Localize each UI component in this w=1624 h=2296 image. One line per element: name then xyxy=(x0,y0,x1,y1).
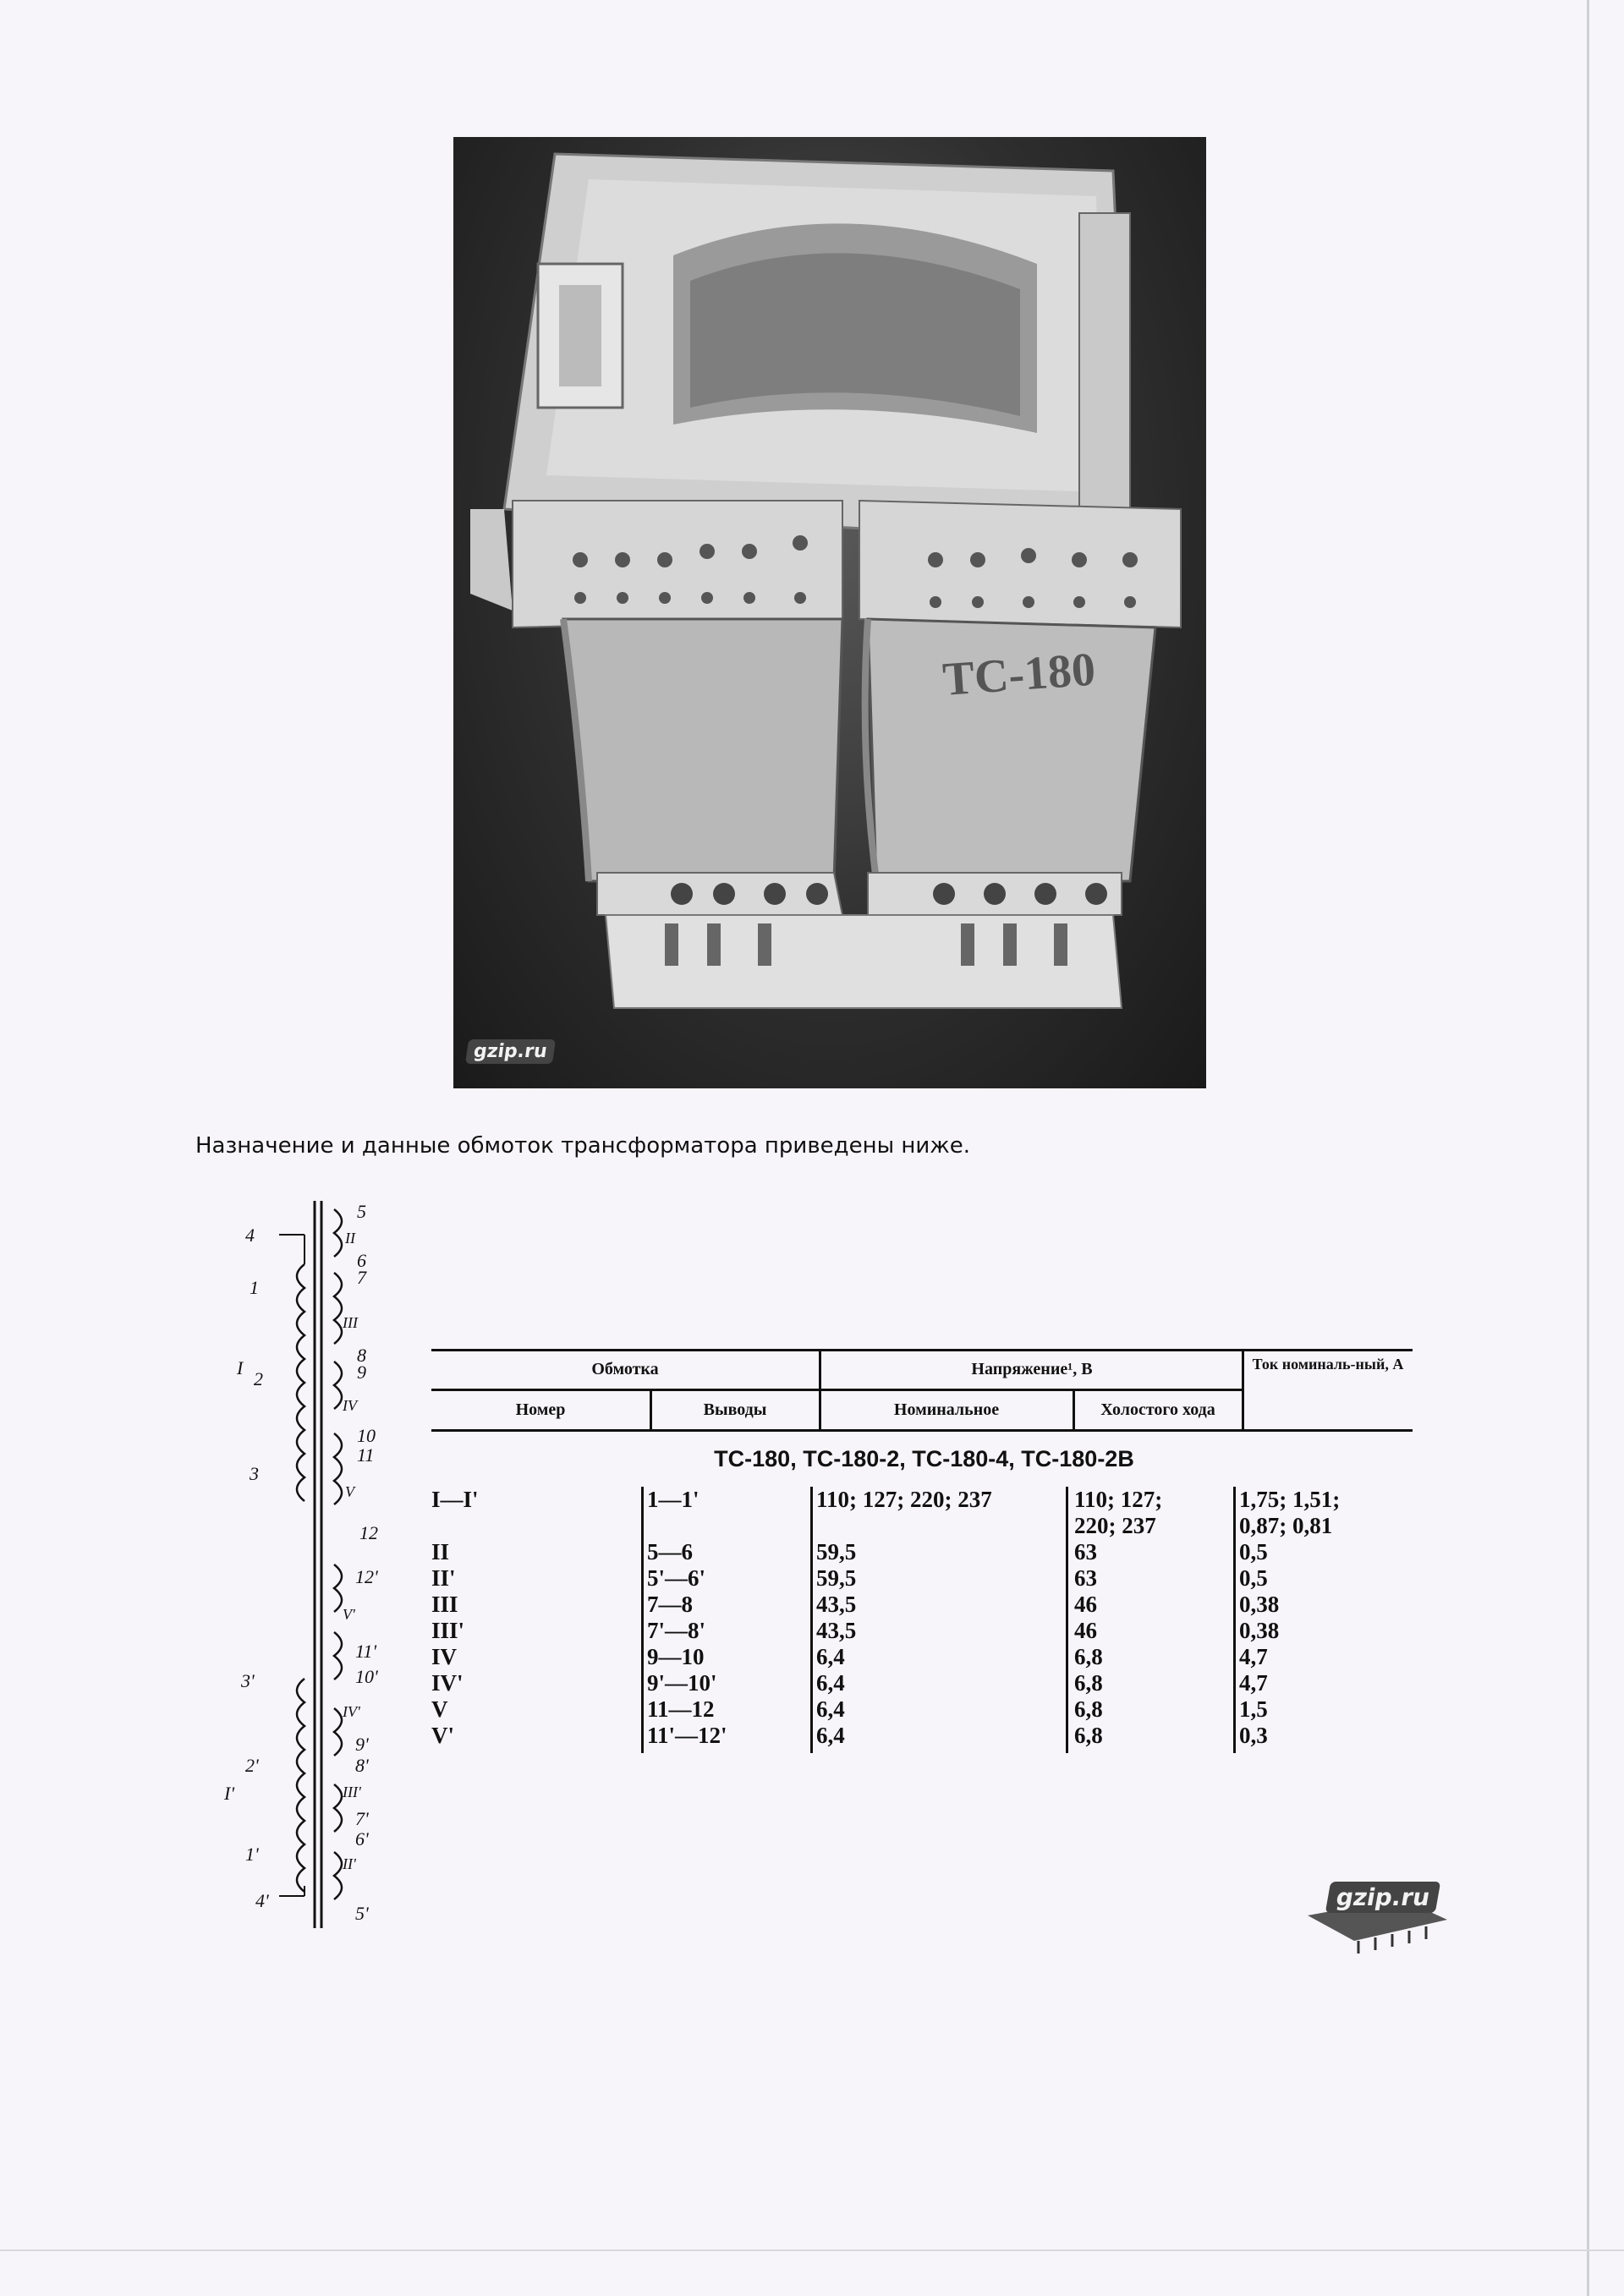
primary-winding-top xyxy=(297,1264,304,1501)
cell-number: II xyxy=(431,1539,450,1564)
cell-nominal: 43,5 xyxy=(816,1618,857,1643)
pin-label: 10' xyxy=(355,1666,378,1687)
cell-idle: 63 xyxy=(1074,1565,1097,1591)
cell-current: 0,5 xyxy=(1239,1565,1268,1591)
cell-nominal: 6,4 xyxy=(816,1723,845,1748)
cell-current: 1,75; 1,51; xyxy=(1239,1487,1341,1512)
caption-text: Назначение и данные обмоток трансформатора приведены ниже. xyxy=(195,1133,970,1159)
table-row xyxy=(431,1539,1417,1567)
cell-number: II' xyxy=(431,1565,456,1591)
pin-label: 7' xyxy=(355,1808,369,1829)
cell-number: I—I' xyxy=(431,1487,479,1512)
winding-label: I' xyxy=(224,1783,235,1804)
table-row xyxy=(431,1618,1417,1646)
cell-current: 0,38 xyxy=(1239,1618,1280,1643)
table-row xyxy=(431,1513,1417,1541)
pin-label: 5' xyxy=(355,1903,369,1924)
cell-terminals: 5—6 xyxy=(647,1539,693,1564)
logo-text: gzip.ru xyxy=(1325,1882,1441,1913)
pin-label: 7 xyxy=(357,1267,366,1288)
table-row xyxy=(431,1670,1417,1698)
secondary-windings-top xyxy=(334,1209,342,1504)
cell-terminals: 1—1' xyxy=(647,1487,700,1512)
cell-number: III' xyxy=(431,1618,465,1643)
cell-current: 0,38 xyxy=(1239,1592,1280,1617)
table-row xyxy=(431,1592,1417,1619)
housing-label: ТС-180 xyxy=(941,643,1097,706)
site-logo xyxy=(1299,1873,1451,1958)
pin-label: 3 xyxy=(250,1463,259,1484)
pin-label: 2' xyxy=(245,1755,259,1776)
pin-label: 9 xyxy=(357,1362,366,1383)
pin-label: 12' xyxy=(355,1566,378,1587)
photo-watermark: gzip.ru xyxy=(465,1039,556,1064)
cell-terminals: 11—12 xyxy=(647,1696,715,1722)
winding-schematic xyxy=(220,1192,423,1937)
cell-number: V xyxy=(431,1696,448,1722)
cell-number: V' xyxy=(431,1723,454,1748)
winding-label: IV xyxy=(343,1397,357,1414)
pin-label: 6 xyxy=(357,1250,366,1271)
winding-label: III' xyxy=(343,1784,361,1800)
cell-idle: 6,8 xyxy=(1074,1696,1103,1722)
table-row xyxy=(431,1644,1417,1672)
header-number: Номер xyxy=(515,1400,566,1419)
header-current: Ток номиналь-ный, А xyxy=(1252,1356,1404,1373)
pin-label: 8 xyxy=(357,1345,366,1366)
cell-number: III xyxy=(431,1592,458,1617)
transformer-photo xyxy=(453,137,1206,1088)
pin-label: 11' xyxy=(355,1641,377,1662)
cell-terminals: 7—8 xyxy=(647,1592,693,1617)
cell-current: 4,7 xyxy=(1239,1670,1268,1696)
table-row xyxy=(431,1696,1417,1724)
cell-number: IV' xyxy=(431,1670,464,1696)
cell-current: 0,3 xyxy=(1239,1723,1268,1748)
table-row xyxy=(431,1723,1417,1751)
cell-nominal: 59,5 xyxy=(816,1539,857,1564)
cell-terminals: 7'—8' xyxy=(647,1618,706,1643)
pin-label: 4' xyxy=(255,1890,269,1911)
cell-idle: 63 xyxy=(1074,1539,1097,1564)
pin-label: 9' xyxy=(355,1734,369,1755)
cell-current: 1,5 xyxy=(1239,1696,1268,1722)
winding-label: V' xyxy=(343,1606,355,1623)
winding-label: III xyxy=(343,1314,358,1331)
winding-label: II' xyxy=(343,1855,356,1872)
secondary-windings-bottom xyxy=(334,1564,342,1899)
pin-label: 6' xyxy=(355,1828,369,1849)
pin-label: 12 xyxy=(359,1522,378,1543)
cell-nominal: 110; 127; 220; 237 xyxy=(816,1487,992,1512)
winding-label: I xyxy=(237,1357,244,1378)
transformer-illustration xyxy=(453,137,1206,1088)
header-voltage: Напряжение¹, В xyxy=(971,1360,1093,1378)
cell-idle: 110; 127; xyxy=(1074,1487,1163,1512)
cell-idle: 6,8 xyxy=(1074,1670,1103,1696)
winding-label: II xyxy=(345,1230,355,1247)
page-edge-bottom xyxy=(0,2249,1624,2251)
cell-terminals: 9'—10' xyxy=(647,1670,717,1696)
cell-nominal: 6,4 xyxy=(816,1644,845,1669)
header-nominal: Номинальное xyxy=(893,1400,1000,1419)
table-row xyxy=(431,1565,1417,1593)
cell-idle: 6,8 xyxy=(1074,1644,1103,1669)
cell-terminals: 5'—6' xyxy=(647,1565,706,1591)
pin-label: 2 xyxy=(254,1368,263,1389)
winding-data-table xyxy=(431,1336,1417,1776)
cell-nominal: 6,4 xyxy=(816,1670,845,1696)
table-row xyxy=(431,1487,1417,1515)
cell-nominal: 6,4 xyxy=(816,1696,845,1722)
cell-current: 0,5 xyxy=(1239,1539,1268,1564)
cell-terminals: 11'—12' xyxy=(647,1723,727,1748)
cell-idle: 6,8 xyxy=(1074,1723,1103,1748)
pin-label: 1 xyxy=(250,1277,259,1298)
cell-nominal: 59,5 xyxy=(816,1565,857,1591)
header-idle: Холостого хода xyxy=(1100,1400,1215,1419)
cell-number: IV xyxy=(431,1644,458,1669)
pin-label: 5 xyxy=(357,1201,366,1222)
header-winding: Обмотка xyxy=(591,1360,659,1378)
primary-winding-bottom xyxy=(297,1679,304,1892)
cell-idle: 220; 237 xyxy=(1074,1513,1156,1538)
cell-current: 4,7 xyxy=(1239,1644,1268,1669)
transformer-models-title: ТС-180, ТС-180-2, ТС-180-4, ТС-180-2В xyxy=(714,1446,1134,1471)
pin-label: 11 xyxy=(357,1444,375,1466)
pin-label: 1' xyxy=(245,1844,259,1865)
winding-label: V xyxy=(345,1483,354,1500)
cell-nominal: 43,5 xyxy=(816,1592,857,1617)
cell-terminals: 9—10 xyxy=(647,1644,705,1669)
pin-label: 10 xyxy=(357,1425,376,1446)
header-terminals: Выводы xyxy=(703,1400,767,1419)
page-edge-right xyxy=(1587,0,1589,2296)
winding-label: IV' xyxy=(343,1703,360,1720)
pin-label: 4 xyxy=(245,1225,255,1246)
pin-label: 3' xyxy=(241,1670,255,1691)
pin-label: 8' xyxy=(355,1755,369,1776)
cell-idle: 46 xyxy=(1074,1618,1097,1643)
cell-idle: 46 xyxy=(1074,1592,1097,1617)
cell-current: 0,87; 0,81 xyxy=(1239,1513,1333,1538)
